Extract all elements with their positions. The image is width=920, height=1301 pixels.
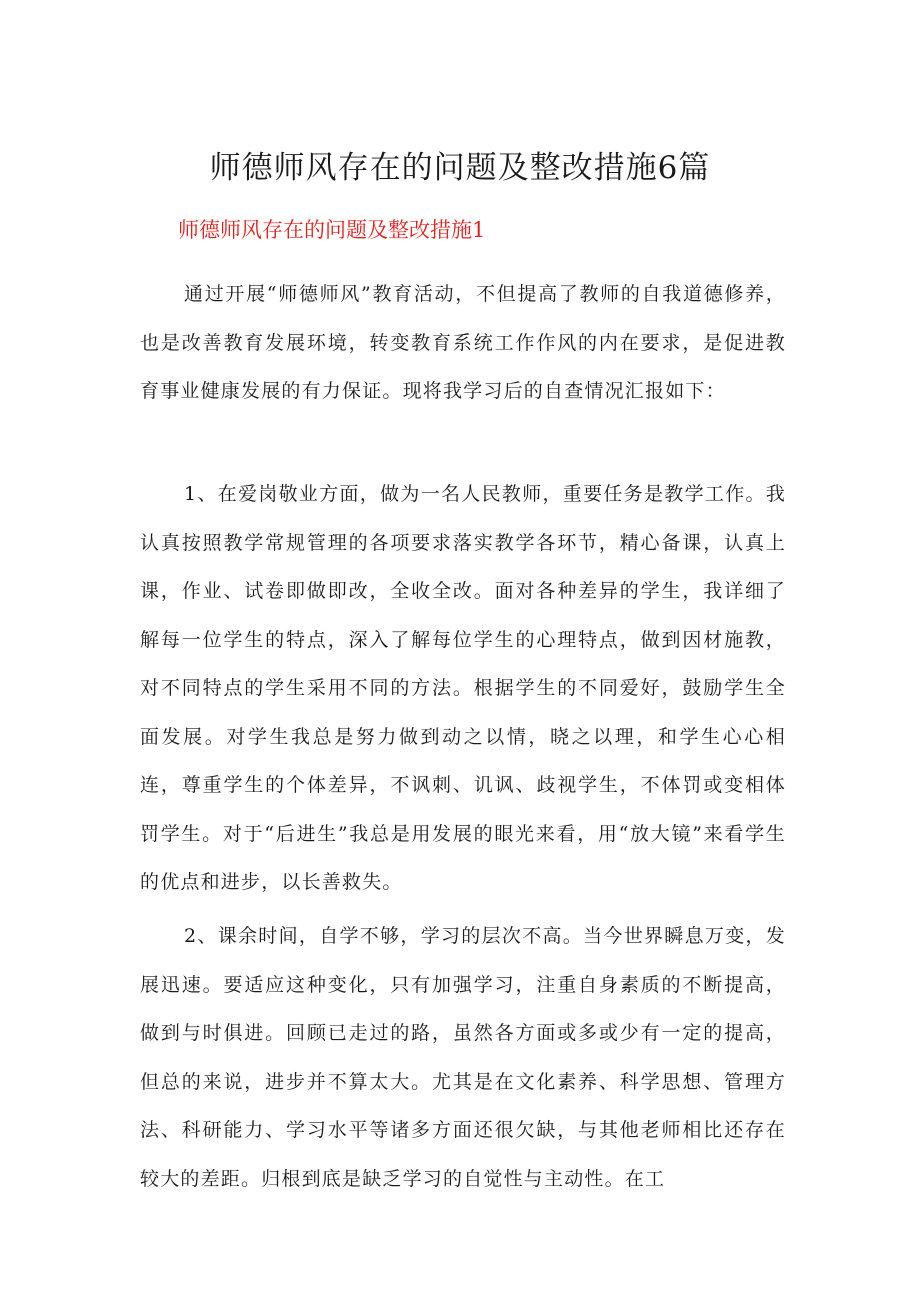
paragraph-item-2: 2、课余时间，自学不够，学习的层次不高。当今世界瞬息万变，发展迅速。要适应这种变化，只有加强学习，注重自身素质的不断提高，做到与时俱进。回顾已走过的路，虽然各方面或多或少有一定的提高，但总的来说，进步并不算太大。尤其是在文化素养、科学思想、管理方法、科研能力、学习水平等诸多方面还很欠缺，与其他老师相比还存在较大的差距。归根到底是缺乏学习的自觉性与主动性。在工	[140, 925, 786, 1190]
document-title: 师德师风存在的问题及整改措施6篇	[209, 150, 711, 186]
paragraph-intro: 通过开展“师德师风”教育活动，不但提高了教师的自我道德修养，也是改善教育发展环境，转变教育系统工作作风的内在要求，是促进教育事业健康发展的有力保证。现将我学习后的自查情况汇报如下：	[140, 283, 786, 402]
paragraph-item-1: 1、在爱岗敬业方面，做为一名人民教师，重要任务是教学工作。我认真按照教学常规管理的各项要求落实教学各环节，精心备课，认真上课，作业、试卷即做即改，全收全改。面对各种差异的学生，我详细了解每一位学生的特点，深入了解每位学生的心理特点，做到因材施教，对不同特点的学生采用不同的方法。根据学生的不同爱好，鼓励学生全面发展。对学生我总是努力做到动之以情，晓之以理，和学生心心相连，尊重学生的个体差异，不讽刺、讥讽、歧视学生，不体罚或变相体罚学生。对于“后进生”我总是用发展的眼光来看，用“放大镜”来看学生的优点和进步，以长善救失。	[140, 483, 786, 893]
section-heading: 师德师风存在的问题及整改措施1	[178, 218, 486, 242]
